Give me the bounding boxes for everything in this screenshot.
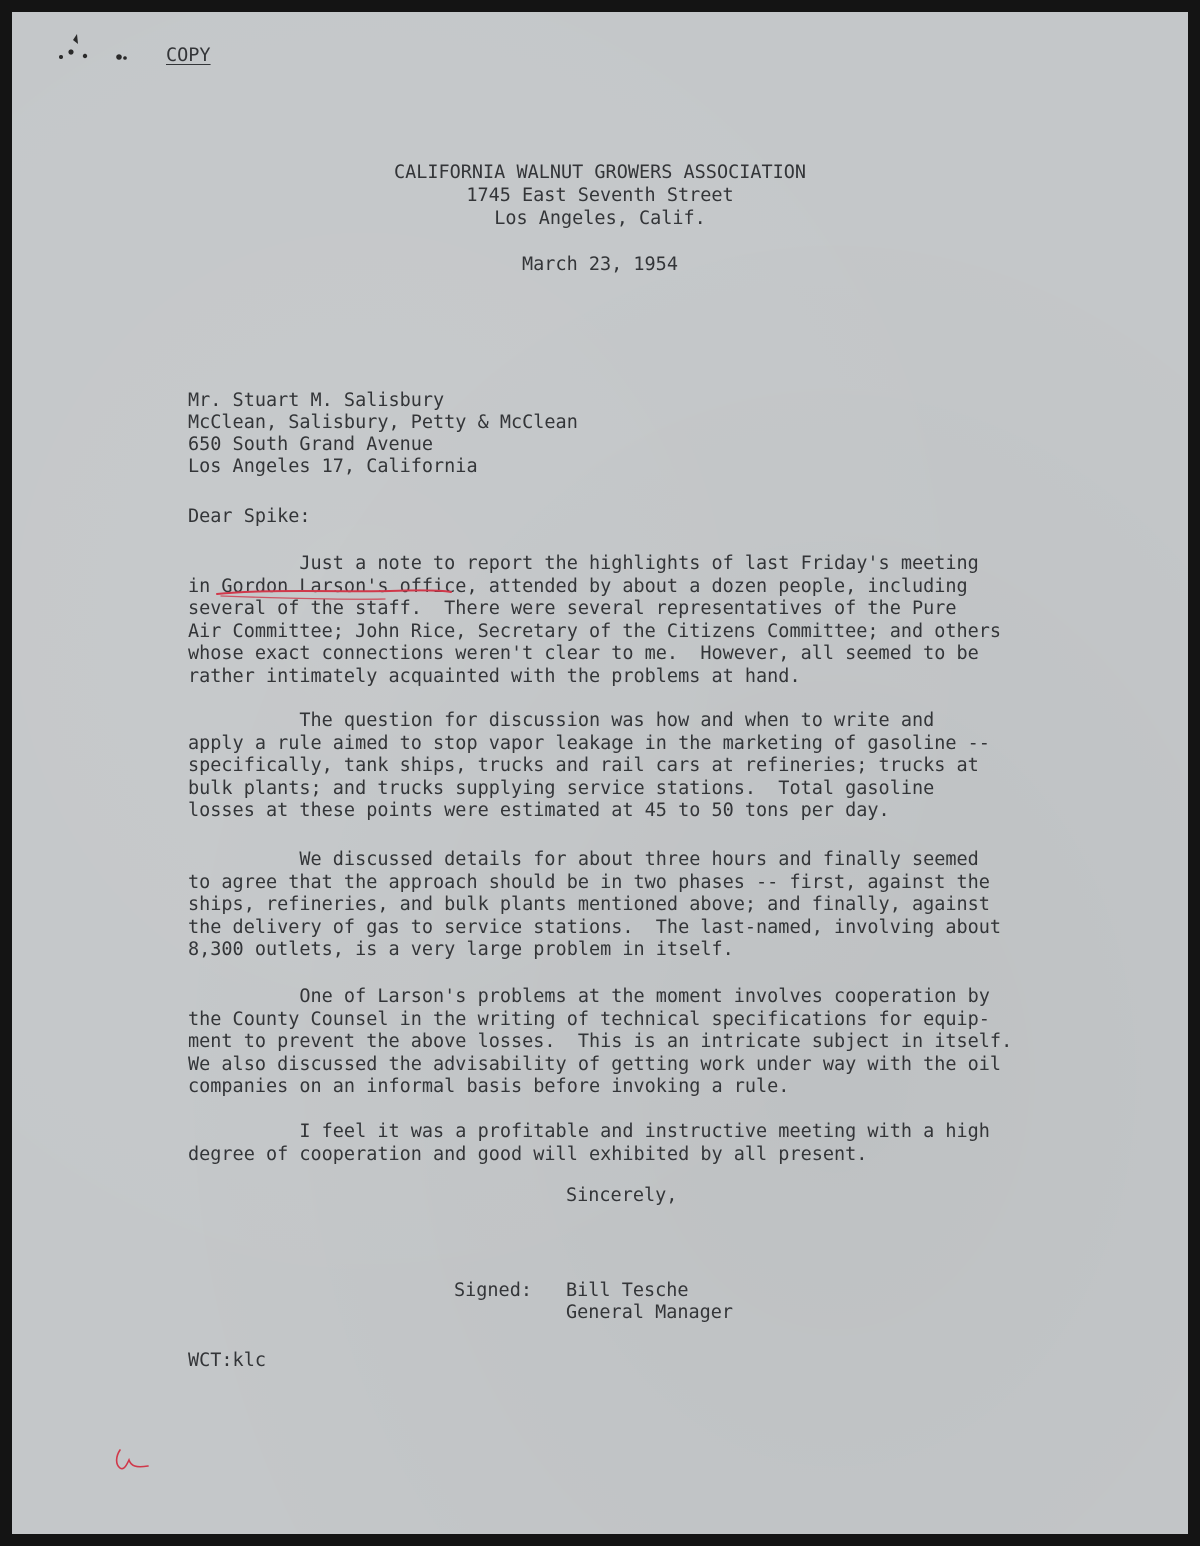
signer-title: General Manager	[566, 1302, 734, 1323]
paragraph-2: The question for discussion was how and when to write and apply a rule aimed to stop vapor leakage in the marketing of gasoline -- specifically, tank ships, trucks and rail cars at refineries; trucks at bulk plants; and trucks supplying service stations. Total gasoline losses at these points were estimated at 45 to 50 tons per day.	[188, 710, 990, 821]
reference-initials: WCT:klc	[188, 1350, 266, 1371]
letterhead-street: 1745 East Seventh Street	[466, 185, 734, 206]
signed-label: Signed:	[454, 1280, 532, 1301]
letterhead-org: CALIFORNIA WALNUT GROWERS ASSOCIATION	[393, 162, 807, 183]
copy-stamp: COPY	[166, 45, 211, 66]
signer-name: Bill Tesche	[566, 1280, 689, 1301]
paragraph-3: We discussed details for about three hours and finally seemed to agree that the approach should be in two phases -- first, against the ships, refineries, and bulk plants mentioned above; and finally, against the delivery of gas to service stations. The last-named, involving about 8,300 outlets, is a very large problem in itself.	[188, 849, 1002, 960]
paragraph-1: Just a note to report the highlights of last Friday's meeting in Gordon Larson's office, attended by about a dozen people, including several of the staff. There were several representatives of the Pure Air Committee; John Rice, Secretary of the Citizens Committee; and others whose exact connections weren't clear to me. However, all seemed to be rather intimately acquainted with the problems at hand.	[188, 553, 1002, 687]
salutation: Dear Spike:	[188, 506, 311, 527]
letterhead-city: Los Angeles, Calif.	[494, 208, 706, 229]
recipient-city: Los Angeles 17, California	[188, 456, 478, 477]
recipient-street: 650 South Grand Avenue	[188, 434, 434, 455]
recipient-firm: McClean, Salisbury, Petty & McClean	[188, 412, 578, 433]
corner-ink-marks	[55, 30, 145, 70]
paragraph-4: One of Larson's problems at the moment involves cooperation by the County Counsel in the writing of technical specifications for equip- ment to prevent the above losses. This is an intricate subject in itself. We also discussed the advisability of getting work under way with the oil companies on an informal basis before invoking a rule.	[188, 986, 1013, 1097]
paragraph-5: I feel it was a profitable and instructive meeting with a high degree of cooperation and good will exhibited by all present.	[188, 1121, 990, 1165]
recipient-name: Mr. Stuart M. Salisbury	[188, 390, 445, 411]
closing: Sincerely,	[566, 1185, 678, 1206]
letter-date: March 23, 1954	[522, 254, 678, 275]
